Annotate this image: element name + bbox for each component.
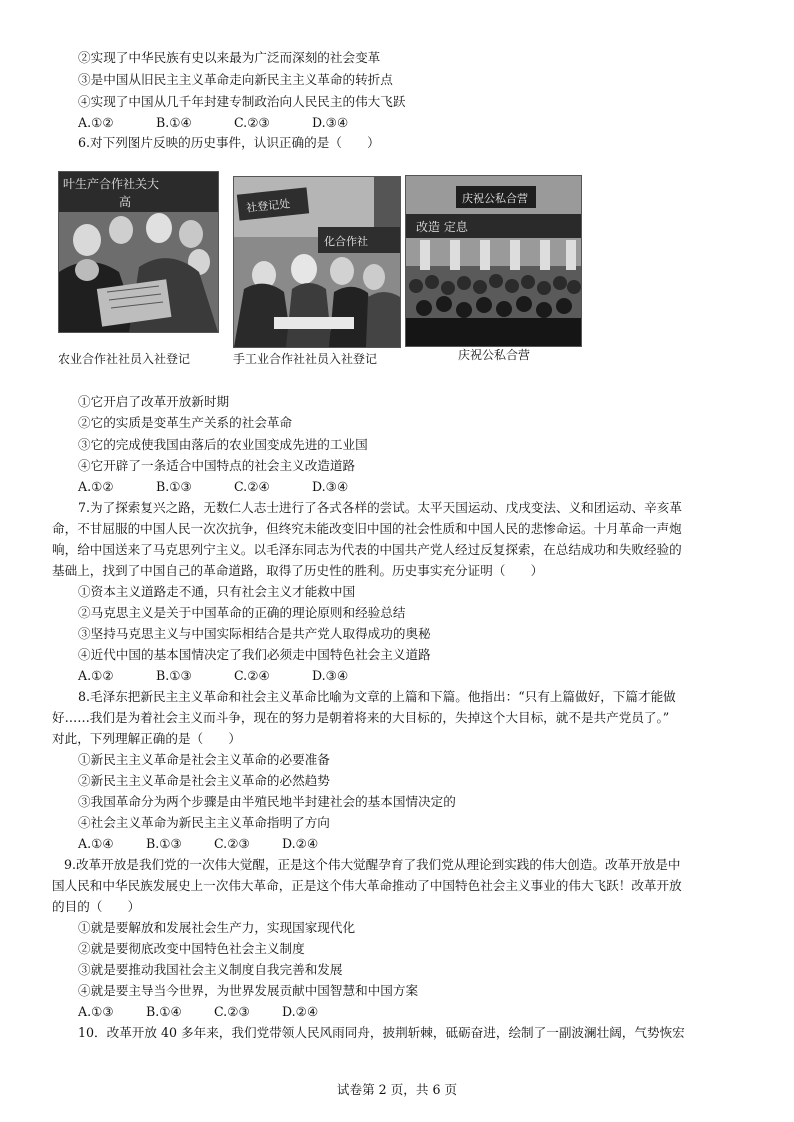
option-a: A.①② [78,115,114,130]
option-d: D.③④ [312,479,349,494]
photo2-banner-2: 化合作社 [324,235,368,248]
q8-item-2: ②新民主主义革命是社会主义革命的必然趋势 [78,773,330,788]
photo3-caption: 庆祝公私合营 [458,348,531,362]
photo-public-private-joint-celebration [405,175,582,347]
photo2-caption: 手工业合作社社员入社登记 [233,352,378,366]
option-c: C.②③ [214,836,250,851]
photo3-banner-2: 改造 定息 [416,220,468,234]
option-d: D.③④ [312,115,349,130]
q5-item-4: ④实现了中国从几千年封建专制政治向人民民主的伟大飞跃 [78,94,406,109]
photo1-banner-2: 高 [119,195,132,209]
q9-item-2: ②就是要彻底改变中国特色社会主义制度 [78,941,305,956]
q8-item-3: ③我国革命分为两个步骤是由半殖民地半封建社会的基本国情决定的 [78,794,456,809]
q6-item-2: ②它的实质是变革生产关系的社会革命 [78,415,293,430]
photo1-banner: 叶生产合作社关大 [63,177,160,191]
q6-item-3: ③它的完成使我国由落后的农业国变成先进的工业国 [78,437,368,452]
q6-item-1: ①它开启了改革开放新时期 [78,394,230,409]
option-b: B.①③ [146,836,182,851]
q10-stem-line-1: 10．改革开放 40 多年来，我们党带领人民风雨同舟，披荆斩棘，砥砺奋进，绘制了一副波澜壮阔，气势恢宏 [78,1025,685,1040]
option-a: A.①④ [78,836,114,851]
q7-stem-line-2: 命，不甘屈服的中国人民一次次抗争，但终究未能改变旧中国的社会性质和中国人民的悲惨命运。十月革命一声炮 [52,521,682,536]
q7-item-4: ④近代中国的基本国情决定了我们必须走中国特色社会主义道路 [78,647,431,662]
q5-item-3: ③是中国从旧民主主义革命走向新民主主义革命的转折点 [78,72,393,87]
photo1-caption: 农业合作社社员入社登记 [58,352,191,366]
option-c: C.②④ [234,479,270,494]
q8-stem-line-2: 好……我们是为着社会主义而斗争，现在的努力是朝着将来的大目标的，失掉这个大目标，就不是共产党员了。” [52,710,670,725]
q7-item-1: ①资本主义道路走不通，只有社会主义才能救中国 [78,584,356,599]
q8-stem-line-1: 8.毛泽东把新民主主义革命和社会主义革命比喻为文章的上篇和下篇。他指出：“只有上篇做好，下篇才能做 [78,689,676,704]
option-b: B.①③ [156,479,192,494]
q6-options [78,479,348,495]
option-c: C.②③ [214,1004,250,1019]
q5-options [78,115,348,131]
q9-item-4: ④就是要主导当今世界，为世界发展贡献中国智慧和中国方案 [78,983,419,998]
q9-stem-line-2: 国人民和中华民族发展史上一次伟大革命，正是这个伟大革命推动了中国特色社会主义事业的伟大飞跃！改革开放 [52,878,682,893]
q7-item-2: ②马克思主义是关于中国革命的正确的理论原则和经验总结 [78,605,406,620]
q8-options [78,836,318,852]
q7-stem-line-3: 响，给中国送来了马克思列宁主义。以毛泽东同志为代表的中国共产党人经过反复探索，在总结成功和失败经验的 [52,542,682,557]
option-c: C.②④ [234,668,270,683]
option-b: B.①④ [156,115,192,130]
q9-options [78,1004,318,1020]
q5-item-2: ②实现了中华民族有史以来最为广泛而深刻的社会变革 [78,50,381,65]
q8-item-1: ①新民主主义革命是社会主义革命的必要准备 [78,752,330,767]
photo-handicraft-coop-registration [233,176,401,348]
q9-item-1: ①就是要解放和发展社会生产力，实现国家现代化 [78,920,356,935]
q6-stem: 6.对下列图片反映的历史事件，认识正确的是（ ） [78,135,380,150]
option-b: B.①③ [156,668,192,683]
q8-item-4: ④社会主义革命为新民主主义革命指明了方向 [78,815,330,830]
option-a: A.①③ [78,1004,114,1019]
option-d: D.②④ [282,836,319,851]
q6-item-4: ④它开辟了一条适合中国特点的社会主义改造道路 [78,458,356,473]
q7-stem-line-4: 基础上，找到了中国自己的革命道路，取得了历史性的胜利。历史事实充分证明（ ） [52,563,544,578]
q9-stem-line-1: 9.改革开放是我们党的一次伟大觉醒，正是这个伟大觉醒孕育了我们党从理论到实践的伟大创造。改革开放是中 [64,857,681,872]
option-b: B.①④ [146,1004,182,1019]
option-a: A.①② [78,668,114,683]
option-c: C.②③ [234,115,270,130]
photo3-banner: 庆祝公私合营 [462,192,528,205]
q7-item-3: ③坚持马克思主义与中国实际相结合是共产党人取得成功的奥秘 [78,626,431,641]
option-d: D.③④ [312,668,349,683]
photo2-banner: 社登记处 [245,197,291,215]
q8-stem-line-3: 对此，下列理解正确的是（ ） [52,731,241,746]
option-a: A.①② [78,479,114,494]
q9-item-3: ③就是要推动我国社会主义制度自我完善和发展 [78,962,343,977]
photo-agricultural-coop-registration [58,171,219,333]
q9-stem-line-3: 的目的（ ） [52,899,141,914]
q7-stem-line-1: 7.为了探索复兴之路，无数仁人志士进行了各式各样的尝试。太平天国运动、戊戌变法、义和团运动、辛亥革 [78,500,682,515]
page-footer: 试卷第 2 页，共 6 页 [336,1082,458,1097]
q7-options [78,668,348,684]
option-d: D.②④ [282,1004,319,1019]
